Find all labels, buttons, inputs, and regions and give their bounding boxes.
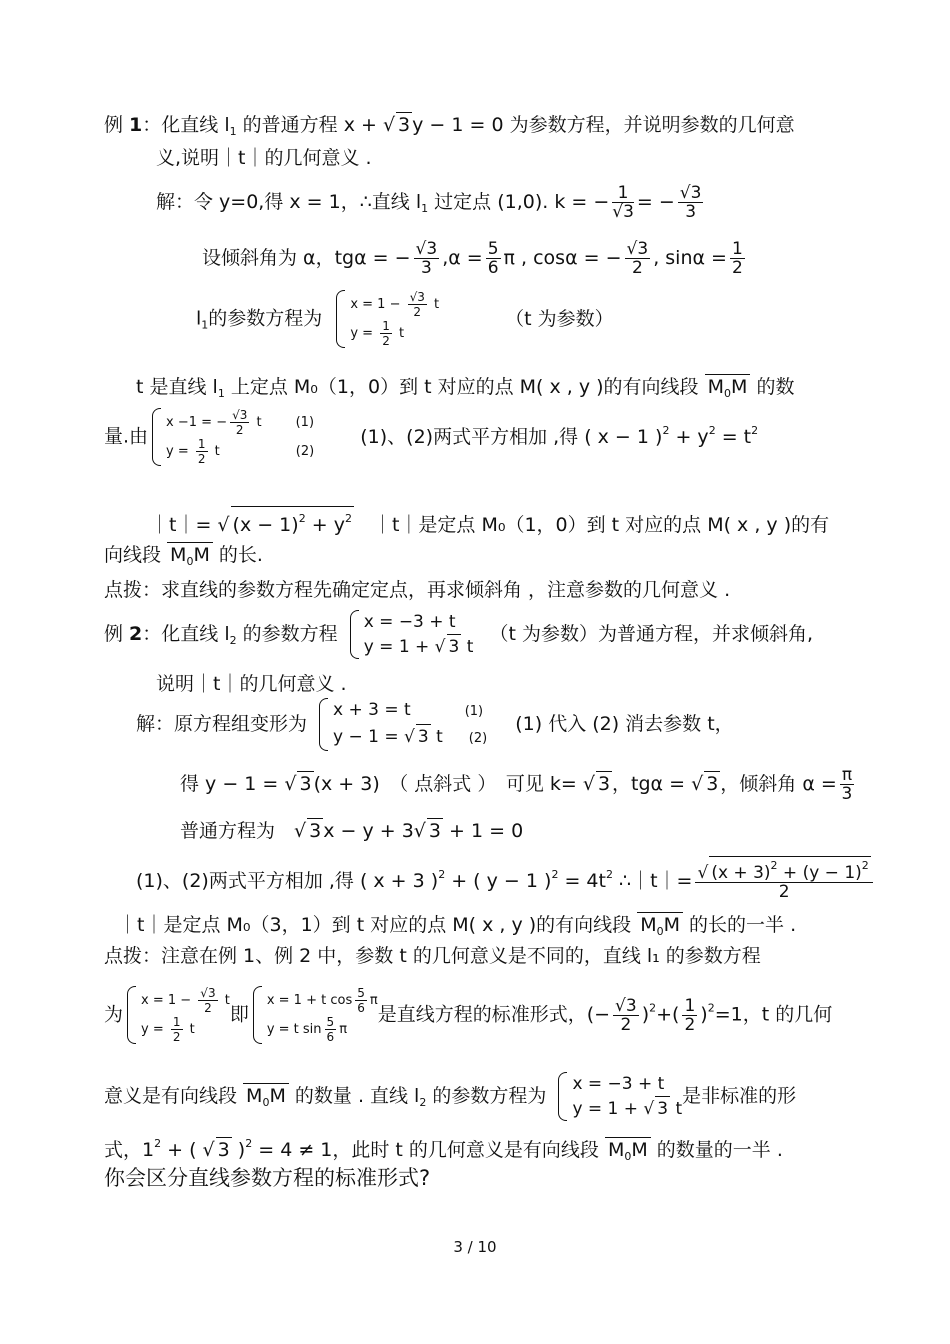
- solution1-line2: 设倾斜角为 α，tgα = − $\frac{√3}{3}$ ,α = $\frac{5}{6}$ π , cosα = − $\frac{√3}{2}$ , sinα = $\frac{1}{2}$: [202, 239, 743, 278]
- example2-statement-cont: 说明｜t｜的几何意义 .: [156, 673, 347, 695]
- closing-question: 你会区分直线参数方程的标准形式?: [104, 1166, 431, 1190]
- example2-statement: 例 2：化直线 $l_2$ 的参数方程 x = −3 + t y = 1 + √ 3 t （t 为参数）为普通方程，并求倾斜角,: [104, 612, 813, 657]
- solution2-line3: 普通方程为 √ 3 x − y + 3√ 3 + 1 = 0: [180, 820, 524, 842]
- t-meaning-line3: ｜t｜= √ $(x - 1)^2 + y^2$ ｜t｜是定点 M₀（1，0）到 t 对应的点 M( x , y )的有: [150, 506, 829, 537]
- t-meaning-line1: t 是直线 $l_1$ 上定点 M₀（1，0）到 t 对应的点 M( x , y )的有向线段 $M_0M$ 的数: [136, 374, 794, 406]
- system-1-2: x −1 = − $\frac{√3}{2}$ t (1) y = $\frac{1}{2}$ t (2): [152, 408, 314, 466]
- page-number: 3 / 10: [453, 1238, 497, 1256]
- solution2-line1: 解：原方程组变形为 x + 3 = t (1) y − 1 = √ 3 t (2) (1) 代入 (2) 消去参数 t，: [136, 698, 734, 751]
- example1-statement-cont: 义,说明｜t｜的几何意义 .: [156, 147, 372, 169]
- system-2-transformed: x + 3 = t (1) y − 1 = √ 3 t (2): [319, 698, 487, 751]
- param-system-b: x = 1 + t cos $\frac{5}{6}$ π y = t sin $\frac{5}{6}$ π: [253, 986, 378, 1044]
- param-system-2: x = −3 + t y = 1 + √ 3 t: [350, 610, 474, 659]
- tip2-line2: 为 x = 1 − $\frac{√3}{2}$ t y = $\frac{1}{2}$ t 即 x = 1 + t cos $\frac{5}{6}$ π y = t sin $\frac{5}{6}$ π 是直线方程的标准形式，(− $\frac{√3}{2}$ )$^2$+( $\frac{1}{2}$ )$^2$=1，t 的几何: [104, 986, 833, 1044]
- solution1-param-eq: $l_1$的参数方程为 x = 1 − $\frac{√3}{2}$ t y = $\frac{1}{2}$ t （t 为参数）: [196, 290, 614, 348]
- solution2-line4: (1)、(2)两式平方相加 ,得 ( x + 3 )$^2$ + ( y − 1 )$^2 = 4t^2$ ∴｜t｜= $\frac{√ (x + 3)^2 + (y - 1)^2}{2}$: [136, 862, 876, 901]
- tip1: 点拨：求直线的参数方程先确定定点，再求倾斜角 ，注意参数的几何意义 .: [104, 579, 731, 601]
- tip2-line4: 式，$1^2$ + ( √ 3 )$^2$ = 4 ≠ 1，此时 t 的几何意义是有向线段 $M_0M$ 的数量的一半 .: [104, 1132, 783, 1167]
- param-system-a: x = 1 − $\frac{√3}{2}$ t y = $\frac{1}{2}$ t: [127, 986, 230, 1044]
- example1-statement: 例 1：化直线 $l_1$ 的普通方程 x + √ 3 y − 1 = 0 为参数方程，并说明参数的几何意: [104, 114, 795, 138]
- t-meaning-line4: 向线段 $M_0M$ 的长.: [104, 542, 263, 572]
- param-system-c: x = −3 + t y = 1 + √ 3 t: [558, 1072, 682, 1121]
- solution2-line5: ｜t｜是定点 M₀（3，1）到 t 对应的点 M( x , y )的有向线段 $M_0M$ 的长的一半 .: [118, 912, 796, 942]
- solution1-line1: 解：令 y=0,得 x = 1，∴直线 $l_1$ 过定点 (1,0). k = − $\frac{1}{√3}$ = − $\frac{√3}{3}$: [156, 183, 702, 222]
- tip2-line3: 意义是有向线段 $M_0M$ 的数量 . 直线 $l_2$ 的参数方程为 x = −3 + t y = 1 + √ 3 t 是非标准的形: [104, 1074, 797, 1119]
- solution2-line2: 得 y − 1 = √ 3 (x + 3) （ 点斜式 ） 可见 k= √ 3 ，tgα = √ 3 ，倾斜角 α = $\frac{\pi}{3}$: [180, 765, 853, 804]
- t-meaning-line2: 量.由 x −1 = − $\frac{√3}{2}$ t (1) y = $\frac{1}{2}$ t (2) (1)、(2)两式平方相加 ,得 ( x − 1 )$^2 + y^2 = t^2$: [104, 408, 759, 466]
- param-system-1: x = 1 − $\frac{√3}{2}$ t y = $\frac{1}{2}$ t: [336, 290, 439, 348]
- tip2-line1: 点拨：注意在例 1、例 2 中，参数 t 的几何意义是不同的，直线 l₁ 的参数方程: [104, 945, 761, 967]
